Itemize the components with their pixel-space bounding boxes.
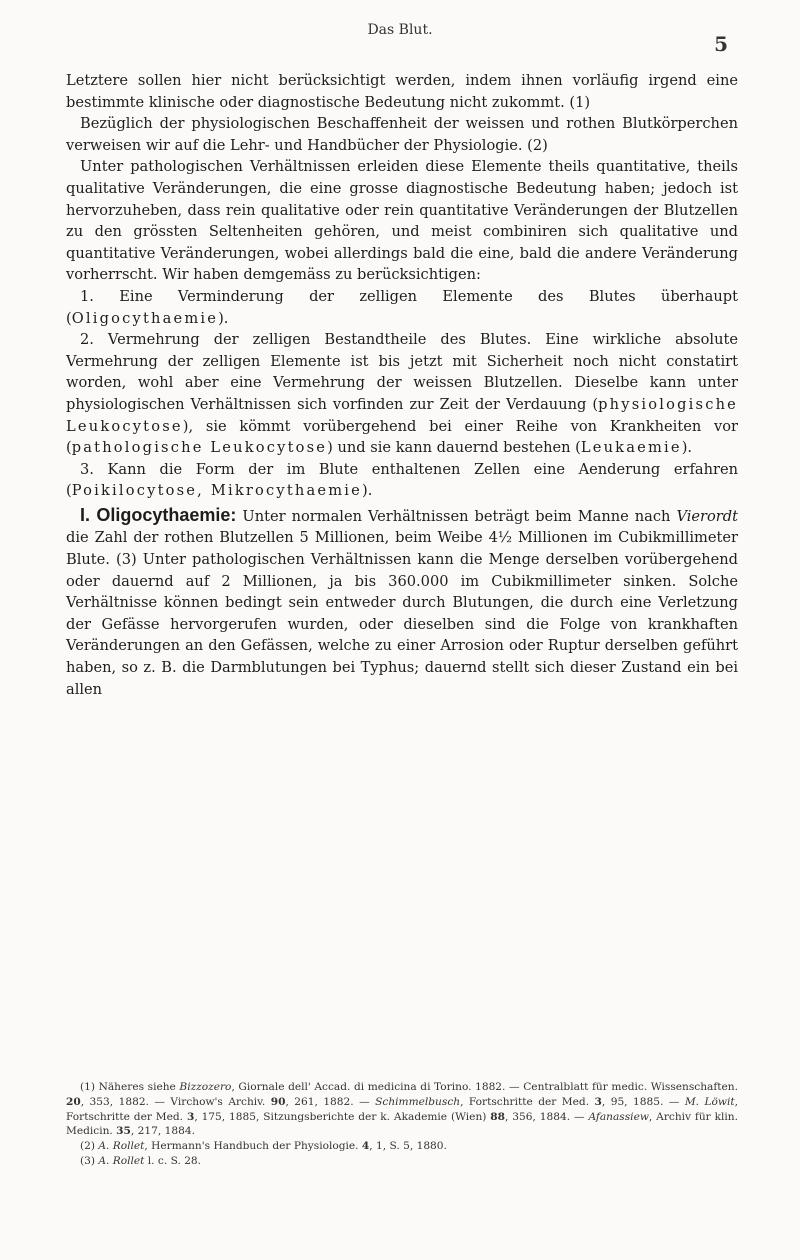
fn1-author-loewit: M. Löwit xyxy=(684,1095,735,1108)
paragraph-1: Letztere sollen hier nicht berücksichtigt werden, indem ihnen vorläufig irgend eine bestimmte klinische oder diagnostische Bedeutung nicht zukommt. (1) xyxy=(66,72,738,111)
section-heading: I. Oligocythaemie: xyxy=(80,504,237,525)
list-item-3-text-a: 3. Kann die Form der im Blute enthaltenen Zellen eine Aenderung erfahren ( xyxy=(66,460,738,500)
fn1-volume-1: 20 xyxy=(66,1095,81,1108)
footnotes xyxy=(66,1080,738,1169)
fn1-volume-6: 35 xyxy=(116,1125,131,1138)
list-item-2-text-b: ), sie kömmt vorübergehend bei einer Reihe von Krankheiten vor ( xyxy=(66,417,738,457)
term-oligocythaemie: Oligocythaemie xyxy=(71,309,219,327)
page-number: 5 xyxy=(714,32,728,56)
fn2-s1: (2) xyxy=(80,1140,99,1153)
fn2-volume: 4 xyxy=(361,1140,370,1153)
list-item-1-text-b: ). xyxy=(218,309,229,327)
list-item-2-text-c: ) und sie kann dauernd bestehen ( xyxy=(327,439,581,457)
fn1-author-schimmelbusch: Schimmelbusch xyxy=(375,1095,461,1108)
list-item-3-text-b: ). xyxy=(362,482,373,500)
fn1-s10: , Archiv für klin. Medicin. xyxy=(66,1110,738,1138)
list-item-3 xyxy=(66,459,738,502)
list-item-2-text-a: 2. Vermehrung der zelligen Bestandtheile des Blutes. Eine wirkliche absolute Vermehrung der zelligen Elemente ist bis jetzt mit Sicherheit noch nicht constatirt worden, wohl aber eine Vermehrung der weissen Blutzellen. Dieselbe kann unter physiologischen Verhältnissen sich vorfinden zur Zeit der Verdauung ( xyxy=(66,331,738,413)
fn1-s2: , Giornale dell' Accad. di medicina di Torino. 1882. — Centralblatt für medic. Wissenschaften. xyxy=(231,1081,738,1093)
term-leukaemie: Leukaemie xyxy=(580,439,682,457)
fn1-s3: , 353, 1882. — Virchow's Archiv. xyxy=(80,1095,271,1108)
fn1-s5: , Fortschritte der Med. xyxy=(460,1095,595,1108)
fn1-s4: , 261, 1882. — xyxy=(285,1095,376,1108)
fn3-s1: (3) xyxy=(80,1154,99,1167)
list-item-2-text-d: ). xyxy=(681,439,693,457)
fn1-author-bizzozero: Bizzozero xyxy=(179,1081,232,1093)
fn1-author-afanassiew: Afanassiew xyxy=(588,1110,649,1123)
fn3-s2: l. c. S. 28. xyxy=(144,1154,202,1167)
footnote-2 xyxy=(66,1139,738,1154)
section-text-a: Unter normalen Verhältnissen beträgt beim Manne nach xyxy=(236,507,677,525)
fn1-s11: , 217, 1884. xyxy=(130,1125,195,1138)
fn2-author-rollet: A. Rollet xyxy=(98,1140,145,1153)
fn1-s8: , 175, 1885, Sitzungsberichte der k. Akademie (Wien) xyxy=(194,1110,491,1123)
fn1-volume-5: 88 xyxy=(490,1110,506,1123)
paragraph-3: Unter pathologischen Verhältnissen erleiden diese Elemente theils quantitative, theils qualitative Veränderungen, die eine grosse diagnostische Bedeutung haben; jedoch ist hervorzuheben, dass rein qualitative oder rein quantitative Veränderungen der Blutzellen zu den grössten Seltenheiten gehören, und meist combiniren sich qualitative und quantitative Veränderungen, wobei allerdings bald die eine, bald die andere Veränderung vorherrscht. Wir haben demgemäss zu berücksichtigen: xyxy=(66,158,738,284)
fn3-author-rollet: A. Rollet xyxy=(98,1154,145,1167)
section-oligocythaemie xyxy=(66,505,738,700)
author-vierordt: Vierordt xyxy=(676,507,738,525)
fn1-s6: , 95, 1885. — xyxy=(601,1095,685,1108)
list-item-1-text-a: 1. Eine Verminderung der zelligen Elemente des Blutes überhaupt ( xyxy=(66,287,738,327)
paragraph-2: Bezüglich der physiologischen Beschaffenheit der weissen und rothen Blutkörperchen verweisen wir auf die Lehr- und Handbücher der Physiologie. (2) xyxy=(66,115,738,154)
section-text-b: die Zahl der rothen Blutzellen 5 Millionen, beim Weibe 4½ Millionen im Cubikmillimeter Blute. (3) Unter pathologischen Verhältnissen kann die Menge derselben vorübergehend oder dauernd auf 2 Millionen, ja bis 360.000 im Cubikmillimeter sinken. Solche Verhältnisse können bedingt sein entweder durch Blutungen, die durch eine Verletzung der Gefässe hervorgerufen wurden, oder dieselben sind die Folge von krankhaften Veränderungen an den Gefässen, welche zu einer Arrosion oder Ruptur derselben geführt haben, so z. B. die Darmblutungen bei Typhus; dauernd stellt sich dieser Zustand ein bei allen xyxy=(66,529,738,698)
fn1-volume-3: 3 xyxy=(594,1095,602,1108)
fn1-volume-4: 3 xyxy=(186,1110,195,1123)
term-poikilocytose: Poikilocytose, Mikrocythaemie xyxy=(71,482,362,500)
fn1-s1: (1) Näheres siehe xyxy=(80,1081,180,1093)
list-item-1 xyxy=(66,286,738,329)
footnote-3 xyxy=(66,1154,738,1169)
term-physiologische-leukocytose: physiologische Leukocytose xyxy=(66,395,738,435)
running-head: Das Blut. xyxy=(367,22,433,38)
body-text xyxy=(66,70,738,700)
fn1-s9: , 356, 1884. — xyxy=(505,1110,589,1123)
fn1-volume-2: 90 xyxy=(270,1095,286,1108)
fn1-s7: , Fortschritte der Med. xyxy=(66,1095,738,1123)
fn2-s3: , 1, S. 5, 1880. xyxy=(369,1140,447,1153)
fn2-s2: , Hermann's Handbuch der Physiologie. xyxy=(144,1140,362,1153)
term-pathologische-leukocytose: pathologische Leukocytose xyxy=(71,439,328,457)
footnote-1 xyxy=(66,1080,738,1139)
list-item-2 xyxy=(66,329,738,459)
